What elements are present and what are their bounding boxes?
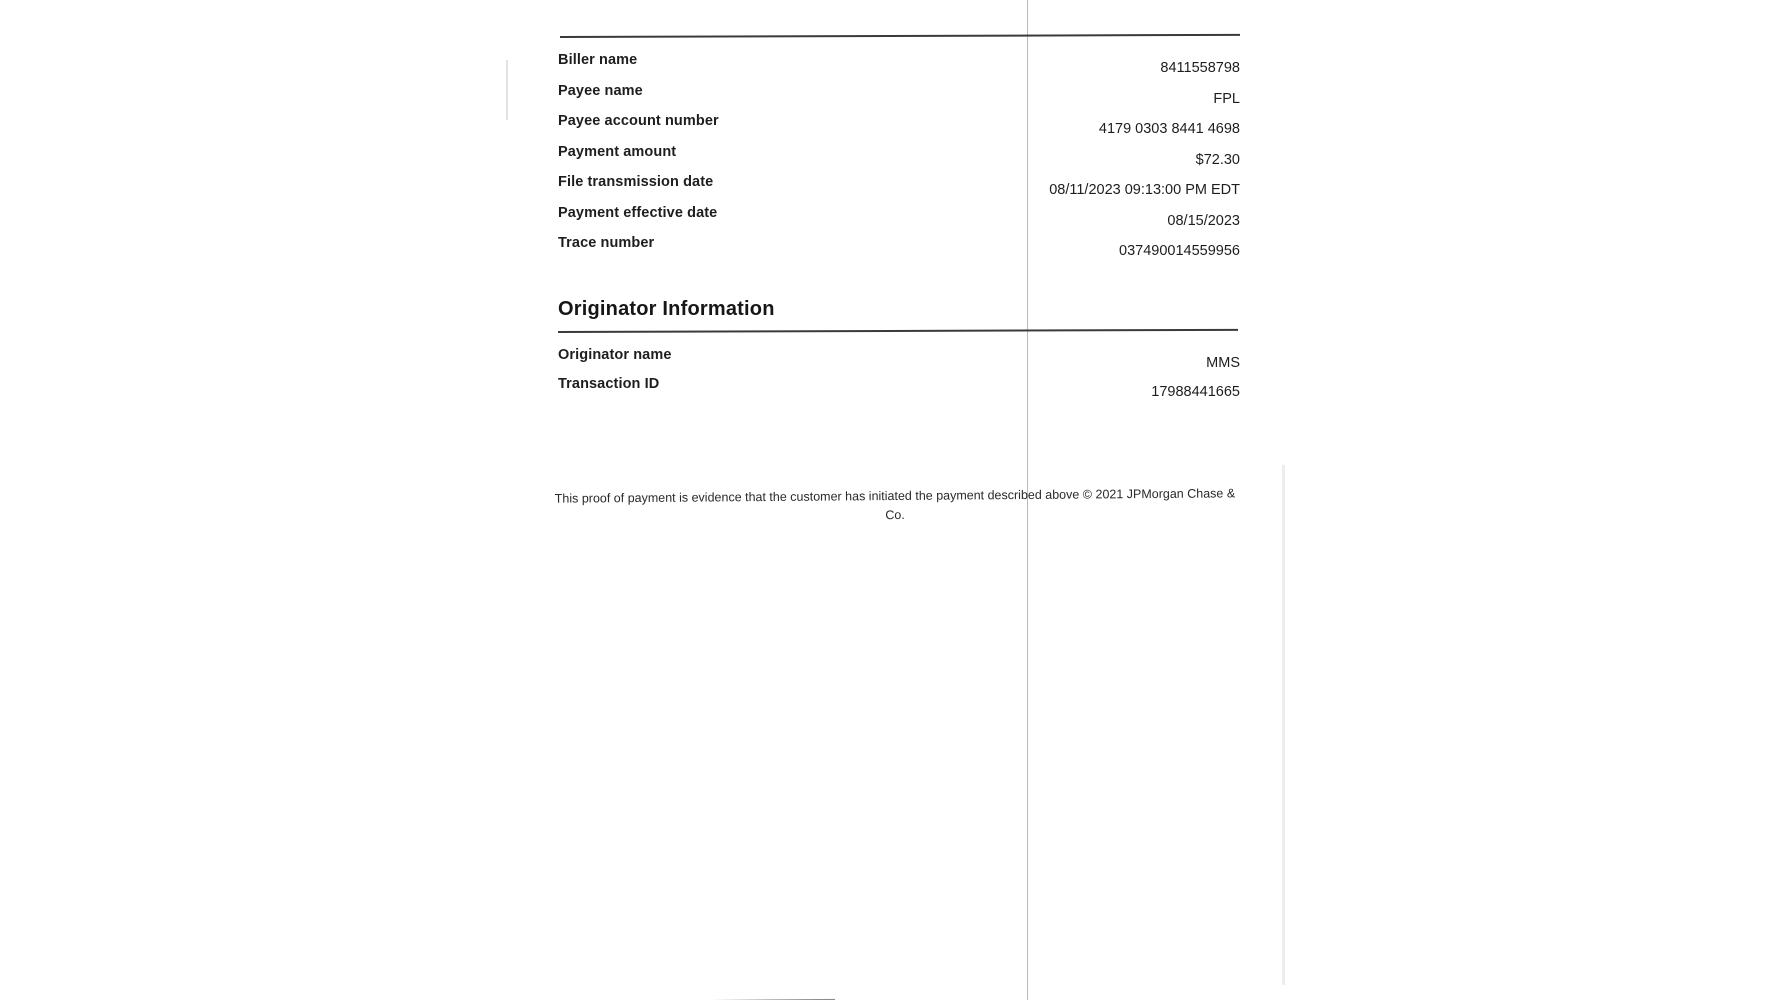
- table-row: [558, 174, 1240, 205]
- table-row: [558, 347, 1240, 376]
- row-label-file-transmission-date: File transmission date: [558, 174, 714, 190]
- table-row: [558, 83, 1240, 114]
- footer-disclaimer: This proof of payment is evidence that the customer has initiated the payment described above © 2021 JPMorgan Chase & Co.: [554, 486, 1236, 522]
- row-label-trace-number: Trace number: [558, 235, 655, 251]
- row-label-transaction-id: Transaction ID: [558, 376, 660, 392]
- row-value-originator-name: MMS: [1206, 355, 1240, 371]
- table-row: [558, 205, 1240, 236]
- originator-information-table: [558, 347, 1240, 405]
- row-label-payee-account-number: Payee account number: [558, 113, 719, 129]
- scan-edge-right: [1282, 465, 1285, 985]
- row-label-payment-effective-date: Payment effective date: [558, 204, 718, 221]
- row-value-payment-amount: $72.30: [1195, 151, 1240, 168]
- row-label-biller-name: Biller name: [558, 52, 638, 68]
- row-value-file-transmission-date: 08/11/2023 09:13:00 PM EDT: [1049, 182, 1240, 198]
- row-value-trace-number: 037490014559956: [1119, 243, 1240, 259]
- row-label-originator-name: Originator name: [558, 347, 672, 363]
- table-row: [558, 235, 1240, 266]
- row-label-payee-name: Payee name: [558, 82, 643, 99]
- table-row: [558, 144, 1240, 175]
- payment-details-table: [558, 52, 1240, 266]
- row-value-transaction-id: 17988441665: [1151, 384, 1240, 400]
- row-label-payment-amount: Payment amount: [558, 143, 677, 160]
- row-value-biller-name: 8411558798: [1160, 60, 1240, 76]
- table-row: [558, 113, 1240, 144]
- table-row: [558, 376, 1240, 405]
- section-heading-originator-information: Originator Information: [558, 298, 775, 320]
- row-value-payee-account-number: 4179 0303 8441 4698: [1098, 121, 1240, 137]
- table-row: [558, 52, 1240, 83]
- row-value-payment-effective-date: 08/15/2023: [1167, 212, 1240, 229]
- scan-edge-left: [506, 60, 508, 120]
- row-value-payee-name: FPL: [1213, 90, 1240, 107]
